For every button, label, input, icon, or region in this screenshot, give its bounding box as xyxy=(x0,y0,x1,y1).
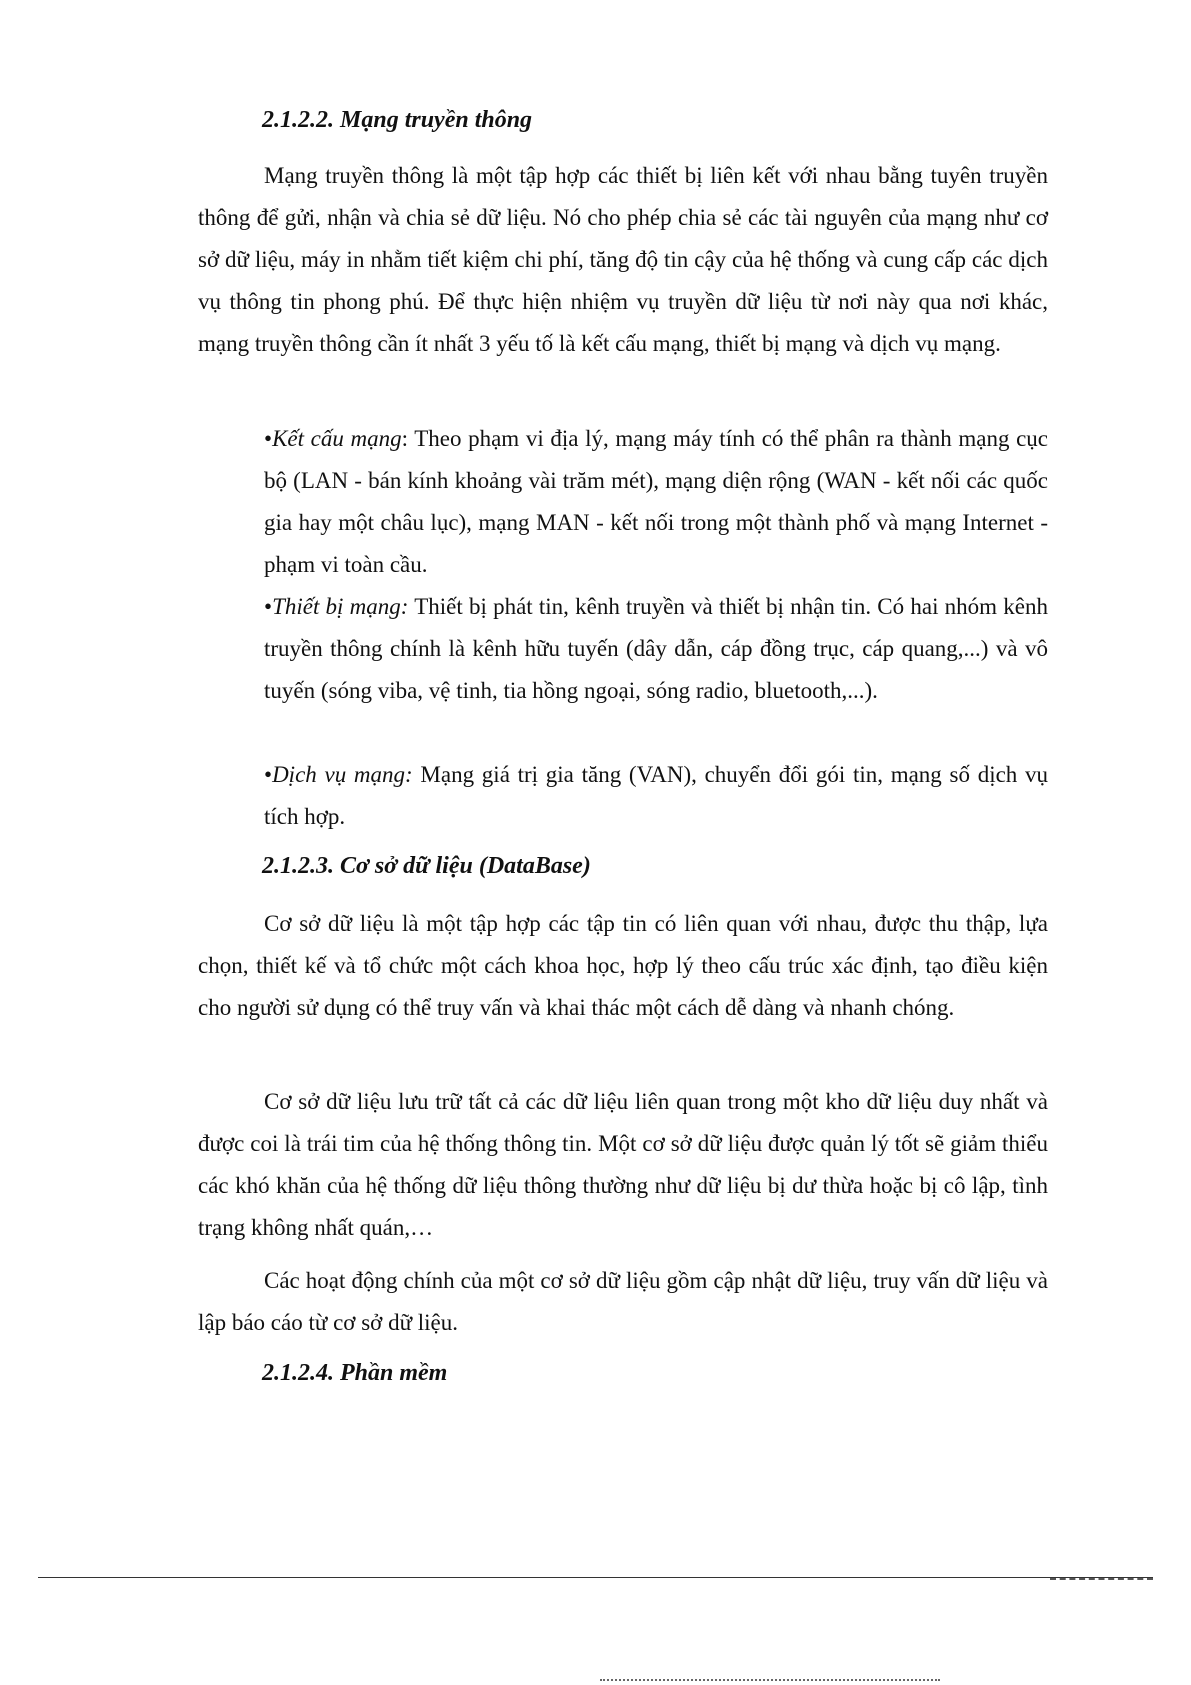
bullet-term: Thiết bị mạng: xyxy=(272,594,409,619)
bullet-network-devices xyxy=(264,586,1048,712)
bottom-scan-artifact xyxy=(600,1679,940,1681)
bullet-network-structure xyxy=(264,418,1048,586)
bullet-marker: • xyxy=(264,426,273,451)
bullet-text: Mạng giá trị gia tăng (VAN), chuyển đổi gói tin, mạng số dịch vụ tích hợp. xyxy=(264,762,1049,829)
paragraph-database-operations xyxy=(198,1260,1048,1344)
paragraph-database-definition xyxy=(198,903,1048,1029)
bullet-network-services xyxy=(264,754,1048,838)
bullet-term: Dịch vụ mạng: xyxy=(272,762,413,787)
section-heading-software: 2.1.2.4. Phần mềm xyxy=(262,1360,448,1386)
bullet-term: Kết cấu mạng xyxy=(272,426,402,451)
paragraph-text: Cơ sở dữ liệu lưu trữ tất cả các dữ liệu liên quan trong một kho dữ liệu duy nhất và được coi là trái tim của hệ thống thông tin. Một cơ sở dữ liệu được quản lý tốt sẽ giảm thiểu các khó khăn của hệ thống dữ liệu thông thường như dữ liệu bị dư thừa hoặc bị cô lập, tình trạng không nhất quán,… xyxy=(198,1089,1048,1240)
section-heading-network: 2.1.2.2. Mạng truyền thông xyxy=(262,107,533,133)
paragraph-text: Cơ sở dữ liệu là một tập hợp các tập tin có liên quan với nhau, được thu thập, lựa chọn, thiết kế và tổ chức một cách khoa học, hợp lý theo cấu trúc xác định, tạo điều kiện cho người sử dụng có thể truy vấn và khai thác một cách dễ dàng và nhanh chóng. xyxy=(198,911,1048,1020)
footer-divider-dashed xyxy=(1050,1578,1153,1580)
paragraph-database-storage xyxy=(198,1081,1048,1249)
section-heading-database: 2.1.2.3. Cơ sở dữ liệu (DataBase) xyxy=(262,853,591,879)
paragraph-text: Các hoạt động chính của một cơ sở dữ liệu gồm cập nhật dữ liệu, truy vấn dữ liệu và lập báo cáo từ cơ sở dữ liệu. xyxy=(198,1268,1048,1335)
bullet-text: Thiết bị phát tin, kênh truyền và thiết bị nhận tin. Có hai nhóm kênh truyền thông chính là kênh hữu tuyến (dây dẫn, cáp đồng trục, cáp quang,...) và vô tuyến (sóng viba, vệ tinh, tia hồng ngoại, sóng radio, bluetooth,...). xyxy=(264,594,1048,703)
bullet-marker: • xyxy=(264,594,273,619)
footer-divider xyxy=(38,1577,1153,1578)
paragraph-network-intro xyxy=(198,155,1048,365)
paragraph-text: Mạng truyền thông là một tập hợp các thiết bị liên kết với nhau bằng tuyên truyền thông để gửi, nhận và chia sẻ dữ liệu. Nó cho phép chia sẻ các tài nguyên của mạng như cơ sở dữ liệu, máy in nhằm tiết kiệm chi phí, tăng độ tin cậy của hệ thống và cung cấp các dịch vụ thông tin phong phú. Để thực hiện nhiệm vụ truyền dữ liệu từ nơi này qua nơi khác, mạng truyền thông cần ít nhất 3 yếu tố là kết cấu mạng, thiết bị mạng và dịch vụ mạng. xyxy=(198,163,1048,356)
bullet-text: : Theo phạm vi địa lý, mạng máy tính có thể phân ra thành mạng cục bộ (LAN - bán kính khoảng vài trăm mét), mạng diện rộng (WAN - kết nối các quốc gia hay một châu lục), mạng MAN - kết nối trong một thành phố và mạng Internet - phạm vi toàn cầu. xyxy=(264,426,1049,577)
bullet-marker: • xyxy=(264,762,273,787)
